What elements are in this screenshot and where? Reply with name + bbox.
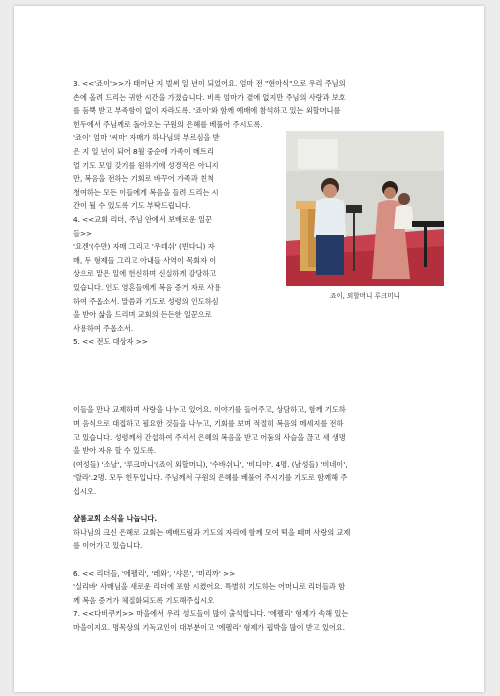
news-heading: 샬롬교회 소식을 나눕니다. <box>73 514 158 524</box>
letter-body <box>73 77 443 634</box>
section3-line: 3. <<'죠이'>>가 태어난 지 벌써 일 년이 되었어요. 엄마 전 "현아식"으로 우리 주님의 <box>73 79 346 88</box>
section6-line: '실리바' 사매님을 새로운 리더에 포함 시켰어요. 특별히 기도하는 어머니로 리더들과 함 <box>73 582 346 592</box>
section3-line: 만, 복음을 전하는 기회로 바꾸어 가족과 친척 <box>73 174 214 184</box>
church-photo <box>286 131 444 286</box>
spacer <box>73 553 443 567</box>
section4-line: 있습니다. 인도 영혼들에게 복음 증거 자로 사용 <box>73 282 221 292</box>
section5-line: (여성들) '소날', '루크마니'(죠이 외할머니), '수바쉬니', '비디야'. 4명. (남성들) '비네이', <box>73 459 348 469</box>
narrow-text-column <box>73 131 277 349</box>
section5-line: '랄라'.2명. 모두 힌두입니다. 주님께서 구원의 은혜를 베풀어 주시기를 기도로 함께해 주 <box>73 473 348 483</box>
photo-illustration <box>286 131 444 286</box>
section3-line: 청여하는 모든 이들에게 복음을 들려 드리는 시 <box>73 187 219 197</box>
section7-heading: 7. <<다비쿠키>> 마을에서 우리 성도들이 많이 출석합니다. '에펠리' 형제가 속해 있는 <box>73 609 349 619</box>
section5-line: 십시오. <box>73 486 97 496</box>
section3-line: 간이 될 수 있도록 기도 부탁드립니다. <box>73 201 191 211</box>
spacer <box>73 499 443 513</box>
section3-line: 얼 기도 모임 갖기를 원하기에 성경적은 아니지 <box>73 160 219 170</box>
section5-line: 을 받아 자유 할 수 있도록. <box>73 446 157 456</box>
photo-figure <box>286 131 444 302</box>
section4-line: 상으로 맡은 일에 헌신하며 신실하게 감당하고 <box>73 269 217 279</box>
section7-line: 마을이지요. 명목상의 기독교인이 대부분이고 '에펠리' 형제가 핍박을 많이 받고 있어요. <box>73 622 346 632</box>
section6-line: 께 복음 증거가 체질화되도록 기도해주십시오 <box>73 595 215 605</box>
section4-line: 매, 두 형제들 그리고 아내들 사역이 목회자 이 <box>73 255 217 265</box>
section4-line: 하여 주옵소서. 말씀과 기도로 성령의 인도하심 <box>73 296 219 306</box>
section4-line: '요겐'(수만) 자매 그리고 '우데쉬' (빈다니) 자 <box>73 242 215 252</box>
news-line: 를 이어가고 있습니다. <box>73 541 143 551</box>
section5-line: 며 음식으로 대접하고 필요한 것들을 나누고, 기회를 보며 적절히 복음의 메세지를 전하 <box>73 418 344 428</box>
section5-line: 이들을 만나 교제하며 사랑을 나누고 있어요. 이야기를 들어주고, 상담하고, 함께 기도하 <box>73 405 346 415</box>
section3-line: 힌두에서 주님께로 돌아오는 구원의 은혜를 베풀어 주시도록. <box>73 119 263 129</box>
section4-line: 을 받아 삶을 드리며 교회의 든든한 일꾼으로 <box>73 310 212 320</box>
section3-line: 손에 올려 드리는 귀한 시간을 가졌습니다. 비록 엄마가 곁에 없지만 주님의 사랑과 보호 <box>73 92 346 102</box>
section4-line: 들>> <box>73 228 92 238</box>
photo-caption: 죠이, 외할머니 루크미니 <box>330 292 400 301</box>
section3-line: 를 듬뿍 받고 부족함이 없이 자라도록. '죠이'와 함께 예배에 참석하고 있는 외할머니를 <box>73 106 341 116</box>
section3-line: 은 지 일 년이 되어 8월 중순에 가족이 메트리 <box>73 146 214 156</box>
section5-line: 고 있습니다. 성령께서 간섭하여 주셔서 은혜의 복음을 받고 어둠의 사슬을 끊고 새 생명 <box>73 432 346 442</box>
photo-section <box>73 131 443 403</box>
section5-heading: 5. << 전도 대상자 >> <box>73 337 148 347</box>
section6-heading: 6. << 리더들, '에펠리', '레와', '샤론', '미리까' >> <box>73 568 236 578</box>
document-page <box>14 6 484 692</box>
news-line: 하나님의 크신 은혜로 교회는 예배드림과 기도의 자리에 함께 모여 떡을 떼며 사랑의 교제 <box>73 527 351 537</box>
section4-line: 사용하여 주옵소서. <box>73 323 134 333</box>
section3-line: '죠이' 엄마 '씨마' 자매가 하나님의 부르심을 받 <box>73 133 220 143</box>
section4-heading: 4. <<교회 리더, 주님 안에서 보배로운 일꾼 <box>73 214 213 224</box>
